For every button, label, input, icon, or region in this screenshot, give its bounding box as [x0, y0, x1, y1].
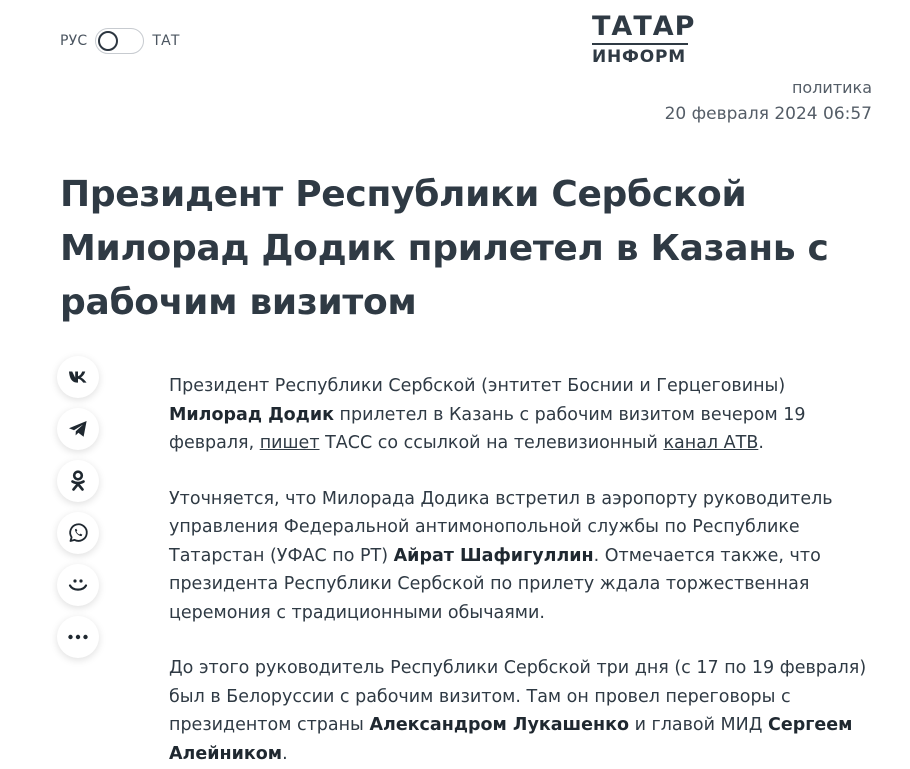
logo-divider [592, 43, 688, 45]
paragraph-text: Президент Республики Сербской (энтитет Боснии и Герцеговины) [169, 376, 786, 396]
paragraph-1 [169, 372, 879, 458]
lang-tat-label[interactable]: ТАТ [152, 33, 180, 49]
share-vk-button[interactable] [57, 356, 99, 398]
person-name: Сергеем Алейником [169, 715, 853, 764]
person-name: Александром Лукашенко [369, 715, 629, 735]
atv-channel-link[interactable]: канал АТВ [663, 433, 759, 453]
share-column [57, 356, 99, 658]
person-name: Айрат Шафигуллин [393, 545, 594, 566]
language-toggle[interactable] [95, 28, 144, 54]
paragraph-2 [169, 485, 879, 628]
share-more-button[interactable] [57, 616, 99, 658]
publish-date: 20 февраля 2024 06:57 [664, 104, 872, 124]
logo-bottom-text: ИНФОРМ [592, 47, 686, 67]
odnoklassniki-icon [70, 470, 86, 492]
article-title: Президент Республики Сербской Милорад Додик прилетел в Казань с рабочим визитом [60, 174, 829, 323]
share-odnoklassniki-button[interactable] [57, 460, 99, 502]
share-telegram-button[interactable] [57, 408, 99, 450]
person-name: Милорад Додик [169, 404, 334, 425]
paragraph-text: Уточняется, что Милорада Додика встретил в аэропорту руководитель управления Федеральной антимонопольной службы по Республике Татарстан (УФАС по РТ) [169, 488, 833, 566]
telegram-icon [68, 420, 88, 438]
logo-top-text: ТАТАР [592, 11, 696, 42]
lang-rus-label[interactable]: РУС [60, 33, 88, 49]
paragraph-text: . [282, 743, 288, 764]
share-whatsapp-button[interactable] [57, 512, 99, 554]
vk-icon [68, 370, 88, 384]
paragraph-3 [169, 654, 879, 768]
smile-icon [67, 577, 89, 593]
paragraph-text: и главой МИД [629, 715, 768, 735]
article-meta [665, 78, 872, 126]
paragraph-text: . [758, 433, 764, 453]
paragraph-text: прилетел в Казань с рабочим визитом вечером 19 февраля, [169, 404, 806, 453]
toggle-knob [98, 31, 118, 51]
whatsapp-icon [67, 522, 89, 544]
paragraph-text: До этого руководитель Республики Сербской три дня (с 17 по 19 февраля) был в Белоруссии с рабочим визитом. Там он провел переговоры с президентом страны [169, 658, 867, 735]
share-smile-button[interactable] [57, 564, 99, 606]
source-link[interactable]: пишет [259, 433, 320, 453]
more-icon [67, 634, 89, 640]
paragraph-text: ТАСС со ссылкой на телевизионный [319, 433, 664, 453]
category-link[interactable]: политика [791, 78, 872, 97]
site-logo[interactable] [592, 11, 696, 67]
article-body [169, 372, 879, 769]
paragraph-text: . Отмечается также, что президента Республики Сербской по прилету ждала торжественная церемония с традиционными обычаями. [169, 545, 821, 623]
language-switch [60, 28, 180, 54]
